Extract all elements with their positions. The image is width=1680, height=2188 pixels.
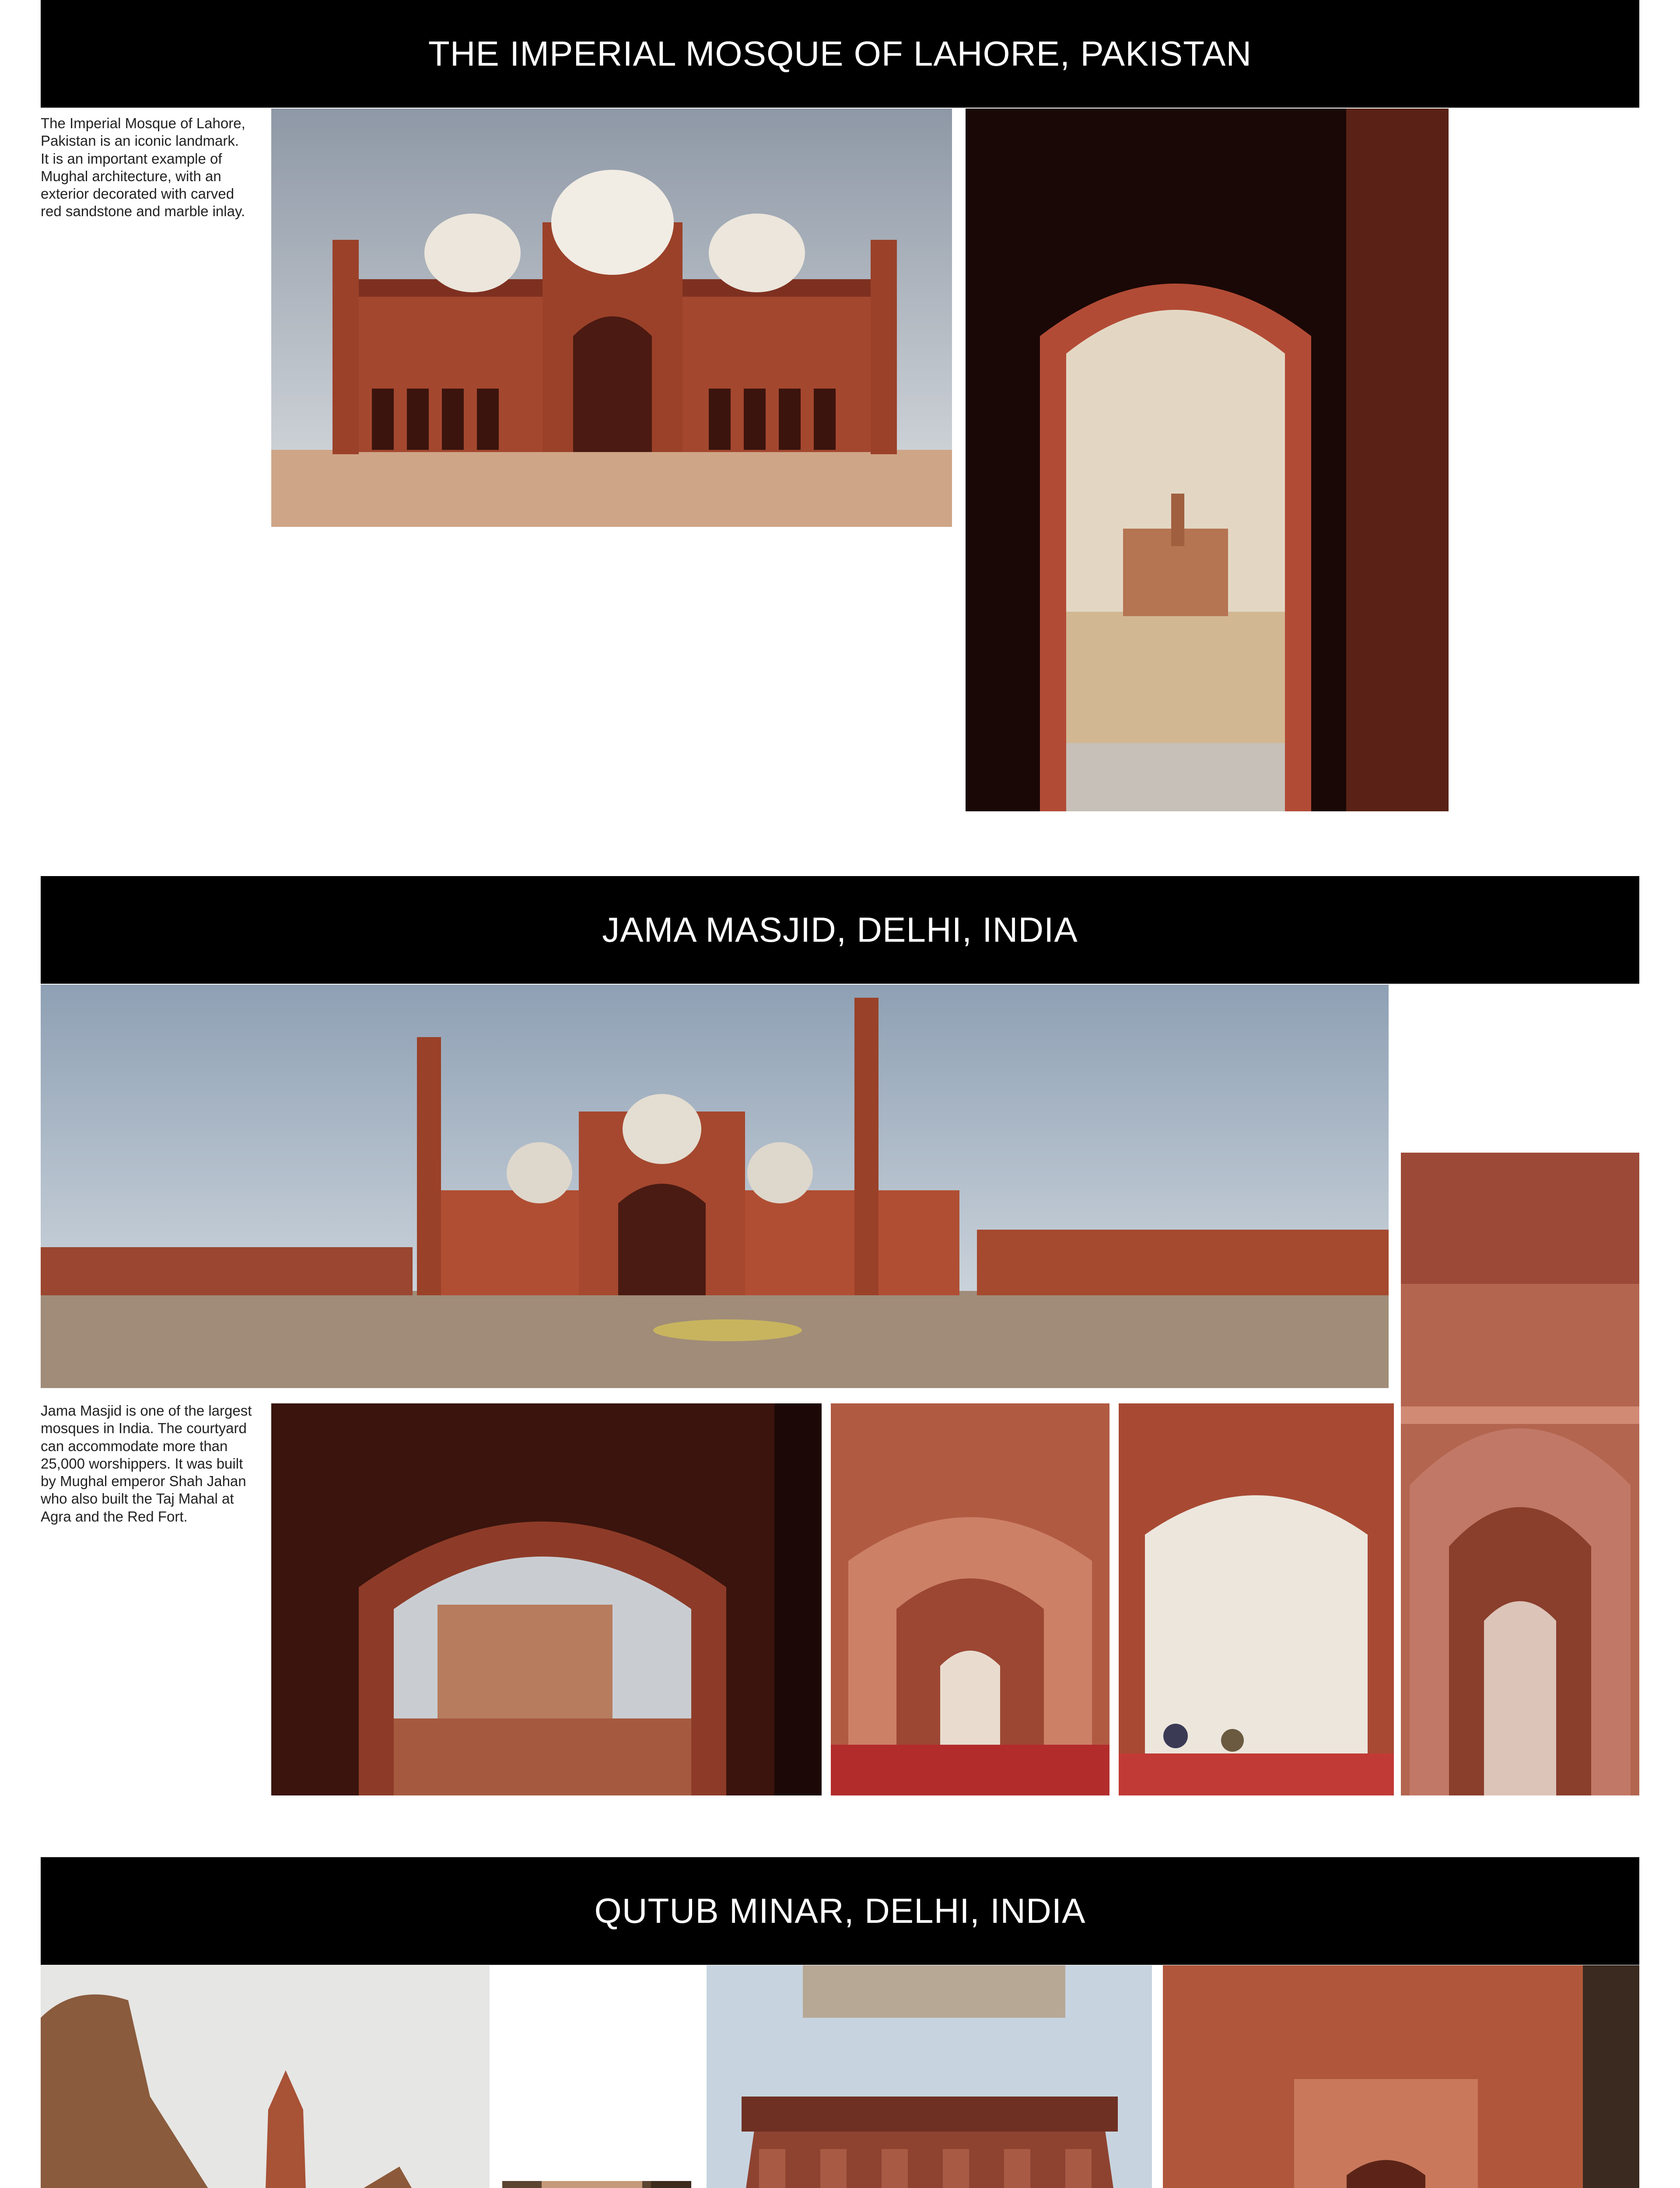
photo-jama-masjid-carved-arches — [1401, 1153, 1639, 1795]
section-caption-lahore — [41, 115, 246, 227]
caption-paragraph: Jama Masjid is one of the largest mosques in India. The courtyard can accommodate more than 25,000 worshippers. It was built by Mughal emperor Shah Jahan who also built the Taj Mahal at Agra and the Red Fort. — [41, 1403, 252, 1525]
photo-jama-masjid-corridor-red-carpet — [831, 1403, 1110, 1795]
photo-jama-masjid-arch-pavilion — [271, 1403, 822, 1795]
photo-qutub-carved-pillar — [502, 2181, 691, 2188]
photo-jama-masjid-white-arch-worshippers — [1119, 1403, 1394, 1795]
photo-qutub-gateway-visitors — [1163, 1965, 1639, 2188]
section-title: THE IMPERIAL MOSQUE OF LAHORE, PAKISTAN — [428, 34, 1252, 73]
section-title: QUTUB MINAR, DELHI, INDIA — [594, 1891, 1086, 1930]
photo-qutub-minar-ruins — [41, 1965, 490, 2188]
section-title: JAMA MASJID, DELHI, INDIA — [602, 910, 1078, 949]
photo-jama-masjid-courtyard — [41, 985, 1389, 1388]
section-banner-lahore — [41, 0, 1639, 108]
photo-lahore-mosque-exterior — [271, 109, 952, 527]
section-caption-jama-masjid — [41, 1402, 255, 1532]
section-banner-qutub-minar — [41, 1857, 1639, 1965]
photo-qutub-minaret-balcony — [707, 1965, 1152, 2188]
section-banner-jama-masjid — [41, 876, 1639, 984]
photo-lahore-arch-view — [966, 109, 1449, 811]
caption-paragraph: The Imperial Mosque of Lahore, Pakistan is an iconic landmark. It is an important example of Mughal architecture, with an exterior decorated with carved red sandstone and marble inlay. — [41, 115, 245, 220]
